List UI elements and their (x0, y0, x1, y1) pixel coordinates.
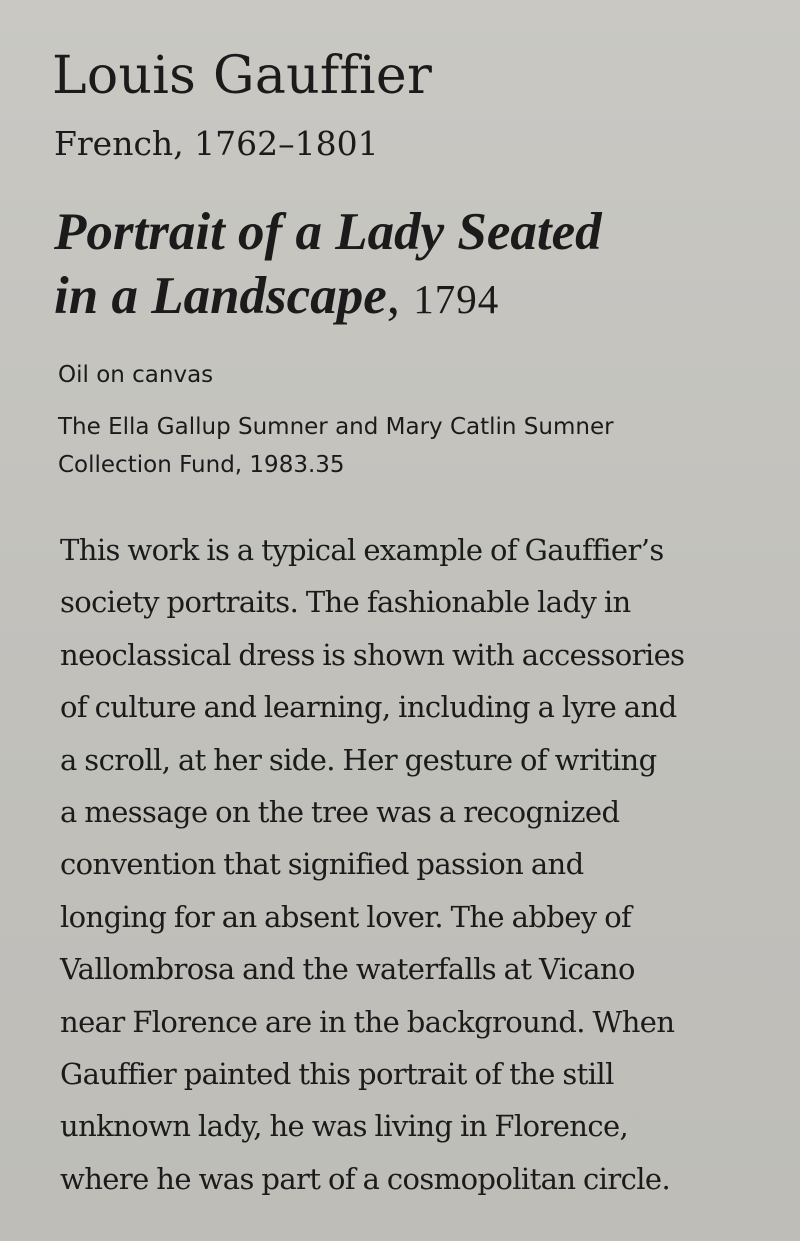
description-line: society portraits. The fashionable lady in (60, 585, 631, 620)
description-line: a scroll, at her side. Her gesture of writing (60, 742, 657, 777)
description-line: convention that signified passion and (60, 847, 584, 882)
artwork-year: 1794 (413, 276, 500, 322)
description-line: near Florence are in the background. When (60, 1004, 675, 1039)
description-line: longing for an absent lover. The abbey of (60, 899, 632, 934)
credit-line-2: Collection Fund, 1983.35 (58, 452, 345, 478)
description-line: Vallombrosa and the waterfalls at Vicano (60, 952, 635, 987)
description-line: of culture and learning, including a lyre and (60, 690, 677, 725)
artwork-description (60, 524, 790, 1205)
title-line-2: in a Landscape, 1794 (54, 267, 500, 325)
description-line: unknown lady, he was living in Florence, (60, 1109, 629, 1144)
title-separator: , (386, 267, 400, 325)
artwork-medium: Oil on canvas (58, 362, 214, 388)
description-line: where he was part of a cosmopolitan circle. (60, 1161, 671, 1196)
credit-line (58, 408, 748, 484)
title-line-1: Portrait of a Lady Seated (54, 203, 602, 261)
description-line: This work is a typical example of Gauffier’s (60, 533, 664, 567)
description-line: neoclassical dress is shown with accessories (60, 637, 685, 672)
credit-line-1: The Ella Gallup Sumner and Mary Catlin Sumner (58, 414, 614, 440)
artist-name: Louis Gauffier (52, 46, 433, 106)
artwork-title (54, 200, 774, 331)
description-line: Gauffier painted this portrait of the still (60, 1057, 614, 1092)
artist-nationality-dates: French, 1762–1801 (54, 124, 379, 163)
description-line: a message on the tree was a recognized (60, 795, 620, 830)
